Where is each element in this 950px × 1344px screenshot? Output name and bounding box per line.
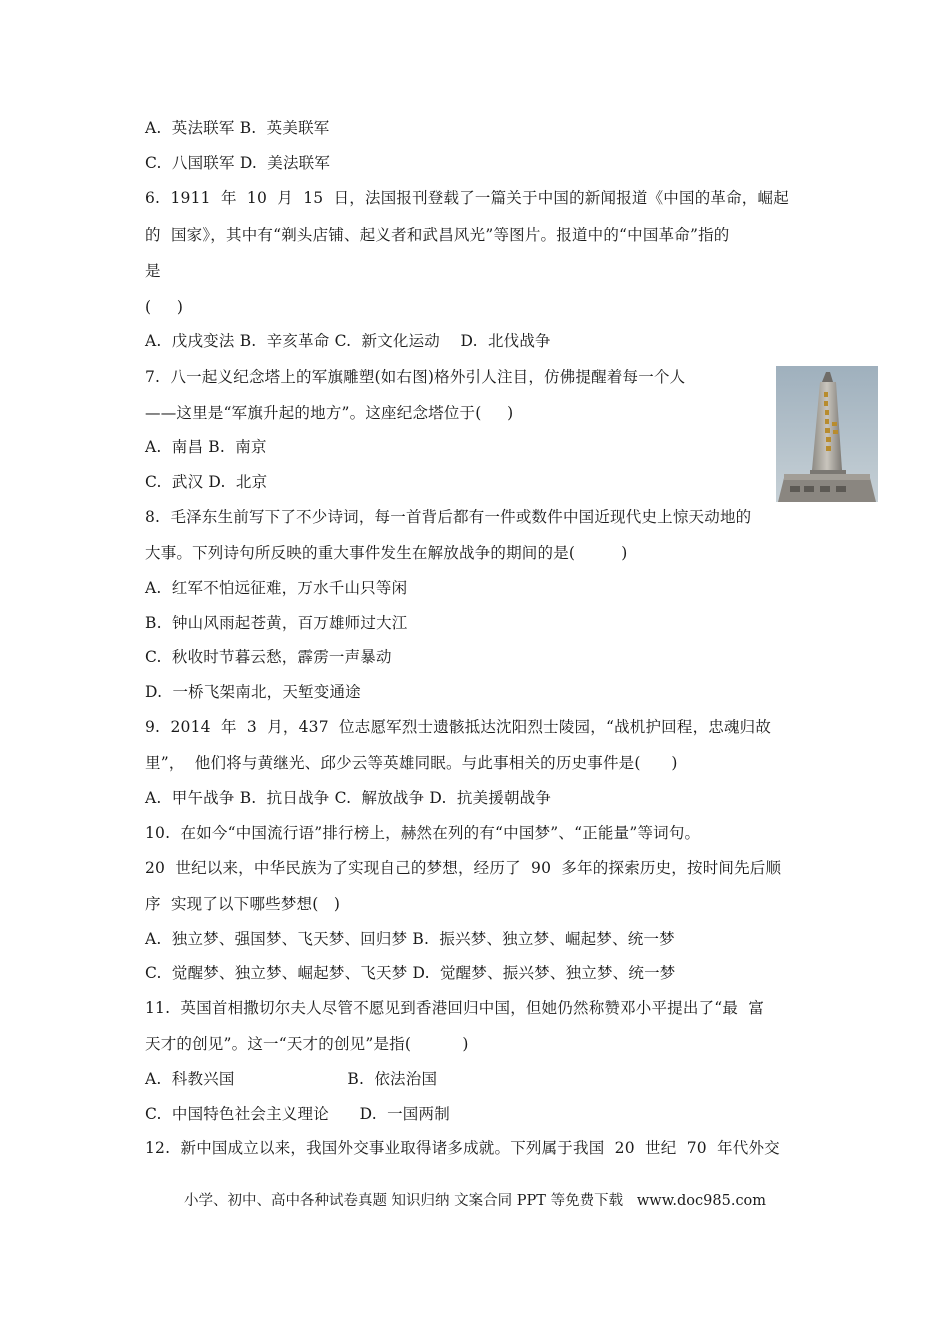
q5-options-cd: C. 八国联军 D. 美法联军 <box>145 154 331 172</box>
q11-stem-line2: 天才的创见”。这一“天才的创见”是指( ) <box>145 1035 469 1053</box>
q8-stem-line1: 8. 毛泽东生前写下了不少诗词，每一首背后都有一件或数件中国近现代史上惊天动地的 <box>145 508 752 526</box>
q6-stem-line1: 6. 1911 年 10 月 15 日，法国报刊登载了一篇关于中国的新闻报道《中国的革命，崛起 <box>145 189 789 207</box>
q8-option-d: D. 一桥飞架南北，天堑变通途 <box>145 683 361 701</box>
q12-stem-line1: 12. 新中国成立以来，我国外交事业取得诸多成就。下列属于我国 20 世纪 70 年代外交 <box>145 1139 780 1157</box>
q6-stem-line2: 的 国家》，其中有“剃头店铺、起义者和武昌风光”等图片。报道中的“中国革命”指的 <box>145 226 730 244</box>
q11-options-ab: A. 科教兴国 B. 依法治国 <box>145 1070 438 1088</box>
q10-stem-line2: 20 世纪以来，中华民族为了实现自己的梦想，经历了 90 多年的探索历史，按时间先后顺 <box>145 859 782 877</box>
q9-stem-line2: 里”， 他们将与黄继光、邱少云等英雄同眠。与此事相关的历史事件是( ) <box>145 754 678 772</box>
q11-options-cd: C. 中国特色社会主义理论 D. 一国两制 <box>145 1105 450 1123</box>
q8-option-b: B. 钟山风雨起苍黄，百万雄师过大江 <box>145 614 408 632</box>
footer-download-note: 小学、初中、高中各种试卷真题 知识归纳 文案合同 PPT 等免费下载 www.doc985.com <box>183 1193 767 1209</box>
q10-stem-line1: 10. 在如今“中国流行语”排行榜上，赫然在列的有“中国梦”、“正能量”等词句。 <box>145 824 701 842</box>
q8-option-c: C. 秋收时节暮云愁，霹雳一声暴动 <box>145 648 392 666</box>
q6-options: A. 戊戌变法 B. 辛亥革命 C. 新文化运动 D. 北伐战争 <box>145 332 551 350</box>
q7-options-ab: A. 南昌 B. 南京 <box>145 438 267 456</box>
q10-options-cd: C. 觉醒梦、独立梦、崛起梦、飞天梦 D. 觉醒梦、振兴梦、独立梦、统一梦 <box>145 964 676 982</box>
monument-photo-icon <box>776 366 878 502</box>
q10-stem-line3: 序 实现了以下哪些梦想( ) <box>145 895 341 913</box>
q9-options: A. 甲午战争 B. 抗日战争 C. 解放战争 D. 抗美援朝战争 <box>145 789 552 807</box>
q6-stem-line3: 是 <box>145 262 161 280</box>
q9-stem-line1: 9. 2014 年 3 月，437 位志愿军烈士遗骸抵达沈阳烈士陵园，“战机护回程，忠魂归故 <box>145 718 772 736</box>
q8-option-a: A. 红军不怕远征难，万水千山只等闲 <box>145 579 408 597</box>
q10-options-ab: A. 独立梦、强国梦、飞天梦、回归梦 B. 振兴梦、独立梦、崛起梦、统一梦 <box>145 930 675 948</box>
q7-stem-line2: ——这里是“军旗升起的地方”。这座纪念塔位于( ) <box>145 404 514 422</box>
q7-options-cd: C. 武汉 D. 北京 <box>145 473 268 491</box>
q6-answer-blank: ( ) <box>145 298 184 316</box>
q7-stem-line1: 7. 八一起义纪念塔上的军旗雕塑(如右图)格外引人注目，仿佛提醒着每一个人 <box>145 368 686 386</box>
q11-stem-line1: 11. 英国首相撒切尔夫人尽管不愿见到香港回归中国，但她仍然称赞邓小平提出了“最 富 <box>145 999 765 1017</box>
q5-options-ab: A. 英法联军 B. 英美联军 <box>145 119 330 137</box>
q8-stem-line2: 大事。下列诗句所反映的重大事件发生在解放战争的期间的是( ) <box>145 544 628 562</box>
